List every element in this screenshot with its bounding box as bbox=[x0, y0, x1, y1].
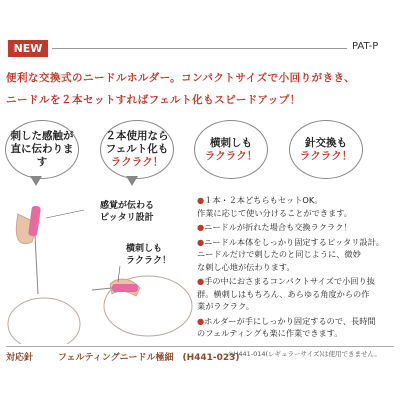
feature-list-item: ●１本・２本どちらもセットOK。 作業に応じて使い分けることができます。 bbox=[197, 194, 397, 219]
callout-text: ラクラク！ bbox=[126, 256, 172, 266]
feature-bubble-touch bbox=[5, 120, 79, 179]
feature-bubble-two-needles bbox=[100, 120, 174, 179]
feature-text: １本・２本どちらもセットOK。 bbox=[204, 195, 323, 205]
feature-bubble-swap bbox=[289, 120, 363, 179]
bubble-text: 針交換も bbox=[305, 136, 347, 149]
needle-holder-right bbox=[112, 284, 138, 292]
bubble-text: ラクラク！ bbox=[110, 156, 164, 168]
feature-text: 業がラクラク。 bbox=[197, 301, 254, 311]
callout-leader-1 bbox=[46, 210, 84, 218]
callout-text: ピッタリ設計 bbox=[100, 213, 154, 223]
needle-right bbox=[92, 288, 112, 290]
bubble-text: 刺した感触が bbox=[10, 130, 74, 142]
compatible-needle-label: 対応針 bbox=[6, 353, 34, 363]
feature-text: ニードル本体をしっかり固定するピッタリ設計。 bbox=[204, 236, 384, 247]
feature-text: ホルダーが手にしっかり固定するので、長時間 bbox=[204, 315, 376, 326]
feature-text: 手の中におさまるコンパクトサイズで小回り抜 bbox=[204, 276, 375, 286]
bubble-text: ラクラク！ bbox=[299, 149, 353, 162]
intro-line-2: ニードルを２本セットすればフェルト化もスピードアップ！ bbox=[6, 94, 301, 106]
callout-fit bbox=[100, 200, 154, 224]
feature-text: のフェルティングも楽に作業できます。 bbox=[197, 328, 343, 338]
feature-text: 群。横刺しはもちろん、あらゆる角度からの作 bbox=[197, 288, 370, 299]
feature-list-item: ●手の中におさまるコンパクトサイズで小回り抜 群。横刺しはもちろん、あらゆる角度からの作 業がラクラク。 bbox=[197, 275, 397, 313]
compatible-needle-product: フェルティングニードル極細 (H441-023) bbox=[58, 353, 240, 363]
feature-list-item: ●ホルダーが手にしっかり固定するので、長時間 のフェルティングも楽に作業できます。 bbox=[197, 315, 397, 340]
callout-text: 感覚が伝わる bbox=[100, 201, 155, 211]
bubble-text: ラクラク！ bbox=[204, 149, 258, 162]
feature-list-item: ●ニードルが折れた場合も交換ラクラク！ bbox=[197, 222, 352, 232]
needle-left bbox=[35, 236, 38, 294]
intro-line-1: 便利な交換式のニードルホルダー。コンパクトサイズで小回りがきき、 bbox=[6, 72, 356, 84]
header-divider bbox=[52, 48, 347, 49]
callout-text: 横刺しも bbox=[126, 244, 163, 254]
feature-list-item: ●ニードル本体をしっかり固定するピッタリ設計。 ニードルだけで刺したのと同じように、微妙 な刺し心地が伝わります。 bbox=[197, 236, 397, 274]
footer-divider bbox=[6, 346, 394, 347]
bubble-text: フェルト化も bbox=[105, 143, 169, 155]
bubble-text: 横刺しも bbox=[210, 136, 252, 149]
feature-text: ニードルが折れた場合も交換ラクラク！ bbox=[204, 222, 352, 232]
new-badge: NEW bbox=[8, 40, 48, 57]
callout-side bbox=[126, 243, 171, 267]
felt-ball-left bbox=[8, 298, 80, 344]
compatibility-note: ※H441-014(レギュラーサイズ)は使用できません。 bbox=[228, 350, 381, 358]
feature-bubble-side bbox=[194, 120, 268, 179]
feature-list bbox=[197, 194, 397, 342]
feature-text: な刺し心地が伝わります。 bbox=[197, 261, 295, 272]
bubble-text: ２本使用なら bbox=[105, 130, 169, 142]
feature-text: ニードルだけで刺したのと同じように、微妙 bbox=[197, 249, 361, 259]
feature-text: 作業に応じて使い分けることができます。 bbox=[197, 207, 352, 218]
bubble-text: 直に伝わります bbox=[10, 143, 74, 168]
patent-label: PAT-P bbox=[352, 41, 379, 52]
